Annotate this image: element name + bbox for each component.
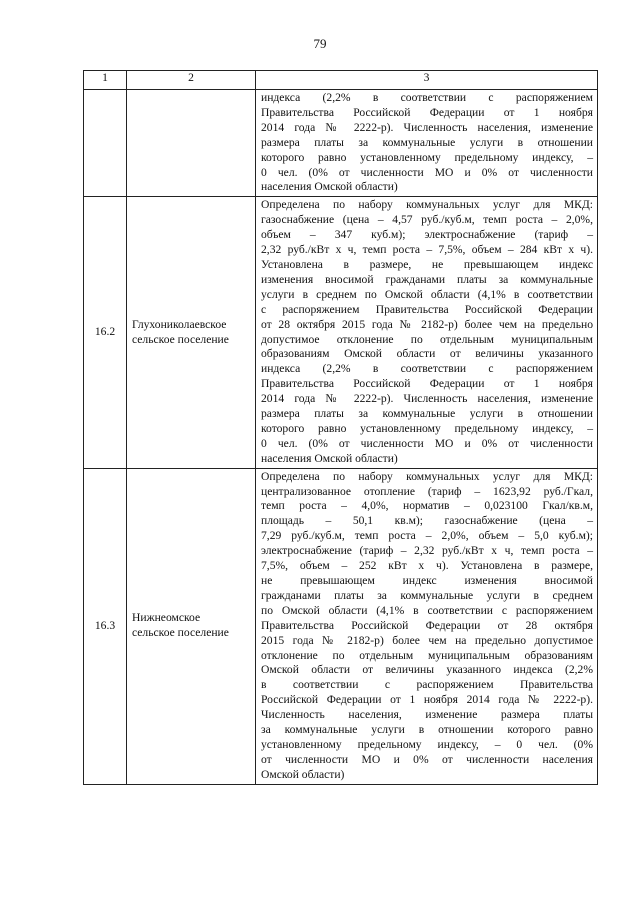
description-line: Правительства Российской Федерации от 28 октября [261, 618, 593, 632]
description-line: темп роста – 4,0%, норматив – 0,023100 Гкал/кв.м, [261, 499, 593, 513]
description-line: в соответствии с распоряжением Правительства [261, 678, 593, 692]
description-line: размера платы за коммунальные услуги в отношении [261, 135, 593, 149]
description-cell [256, 468, 598, 784]
description-line: не превышающем индекс изменения вносимой [261, 574, 593, 587]
description-line: услуги в среднем по Омской области (4,1% в соответствии [261, 287, 593, 301]
description-line: индекса (2,2% в соответствии с распоряжением [261, 362, 593, 376]
description-line: Определена по набору коммунальных услуг для МКД: [261, 198, 593, 212]
description-cell [256, 197, 598, 468]
description-line: Определена по набору коммунальных услуг для МКД: [261, 469, 593, 483]
description-line: населения Омской области) [261, 451, 398, 465]
header-cell-1: 1 [84, 71, 127, 90]
description-line: 2014 года № 2222-р). Численность населения, изменение [261, 392, 593, 406]
description-cell [256, 90, 598, 197]
settlement-name-line: сельское поселение [132, 332, 229, 346]
description-line: допустимое отклонение по отдельным муниципальным [261, 332, 593, 346]
row-number-cell [84, 90, 127, 197]
description-line: 2,32 руб./кВт х ч, темп роста – 7,5%, объем – 284 кВт х ч). [261, 243, 593, 257]
description-line: 0 чел. (0% от численности МО и 0% от численности [261, 165, 593, 179]
description-line: централизованное отопление (тариф – 1623,92 руб./Гкал, [261, 484, 593, 498]
description-line: 7,5%, объем – 252 кВт х ч). Установлена в размере, [261, 559, 593, 573]
description-line: электроснабжение (тариф – 2,32 руб./кВт х ч, темп роста – [261, 544, 593, 558]
description-line: населения Омской области) [261, 180, 398, 194]
description-line: 2015 года № 2182-р) более чем на предельно допустимое [261, 633, 593, 647]
description-line: за коммунальные услуги в отношении которого равно [261, 723, 593, 737]
description-line: установленному предельному индексу, – 0 чел. (0% [261, 737, 593, 751]
table-row [84, 468, 598, 784]
description-line: площадь – 50,1 кв.м); газоснабжение (цена – [261, 514, 593, 528]
description-line: от численности МО и 0% от численности населения [261, 752, 593, 766]
description-line: Численность населения, изменение размера платы [261, 708, 593, 722]
settlement-name-cell [127, 468, 256, 784]
description-line: объем – 347 куб.м); электроснабжение (тариф – [261, 228, 593, 242]
description-line: газоснабжение (цена – 4,57 руб./куб.м, темп роста – 2,0%, [261, 213, 593, 227]
description-line: Омской области) [261, 767, 345, 781]
description-line: с распоряжением Правительства Российской Федерации [261, 302, 593, 316]
description-line: изменения вносимой гражданами платы за коммунальные [261, 272, 593, 286]
description-line: которого равно установленному предельному индексу, – [261, 150, 593, 164]
description-line: по Омской области (4,1% в соответствии с распоряжением [261, 603, 593, 617]
description-line: Установлена в размере, не превышающем индекс [261, 257, 593, 271]
page-number: 79 [313, 36, 327, 51]
description-line: которого равно установленному предельному индексу, – [261, 421, 593, 435]
settlement-name-line: Глухониколаевское [132, 317, 227, 331]
settlement-name-line: Нижнеомское [132, 611, 201, 625]
table-row [84, 197, 598, 468]
description-line: от 28 октября 2015 года № 2182-р) более чем на предельно [261, 317, 593, 331]
row-number-cell: 16.3 [84, 468, 127, 784]
row-number-cell: 16.2 [84, 197, 127, 468]
settlement-name-cell [127, 90, 256, 197]
settlement-name-cell [127, 197, 256, 468]
description-line: Российской Федерации от 1 ноября 2014 года № 2222-р). [261, 693, 593, 707]
header-cell-2: 2 [127, 71, 256, 90]
description-line: 2014 года № 2222-р). Численность населения, изменение [261, 120, 593, 134]
description-line: гражданами платы за коммунальные услуги в среднем [261, 588, 593, 602]
description-line: Правительства Российской Федерации от 1 ноября [261, 377, 593, 391]
header-cell-3: 3 [256, 71, 598, 90]
description-line: 7,29 руб./куб.м, темп роста – 2,0%, объем – 5,0 куб.м); [261, 529, 593, 543]
settlement-name-line: сельское поселение [132, 626, 229, 640]
table-header-row [84, 71, 598, 90]
description-line: отклонение по отдельным муниципальным образованиям [261, 648, 593, 662]
data-table [83, 70, 598, 785]
description-line: Правительства Российской Федерации от 1 ноября [261, 105, 593, 119]
description-line: 0 чел. (0% от численности МО и 0% от численности [261, 436, 593, 450]
description-line: размера платы за коммунальные услуги в отношении [261, 407, 593, 421]
description-line: индекса (2,2% в соответствии с распоряжением [261, 91, 593, 104]
description-line: Омской области от величины указанного индекса (2,2% [261, 663, 593, 677]
description-line: образованиям Омской области от величины указанного [261, 347, 593, 361]
table-row [84, 90, 598, 197]
